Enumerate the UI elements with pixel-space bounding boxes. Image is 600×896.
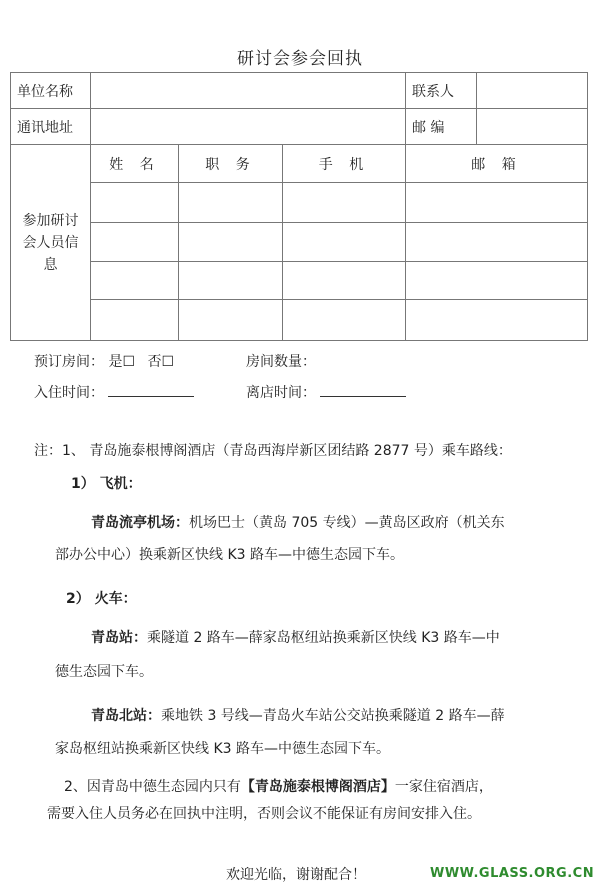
attendee-mobile-cell[interactable] — [283, 300, 406, 341]
attendee-name-cell[interactable] — [91, 223, 179, 262]
attendee-position-cell[interactable] — [179, 183, 283, 223]
attendee-label-line: 参加研讨 — [22, 212, 79, 229]
postcode-label: 邮 编 — [406, 109, 477, 145]
note-item-2-text: 2、因青岛中德生态园内只有 — [64, 779, 241, 795]
plane-route-line — [0, 513, 600, 533]
room-count-line — [246, 351, 316, 371]
website-watermark: WWW.GLASS.ORG.CN — [430, 866, 595, 881]
plane-heading: 1） 飞机： — [71, 476, 142, 492]
north-route-line: 家岛枢纽站换乘新区快线 K3 路车—中德生态园下车。 — [55, 741, 390, 757]
attendee-email-cell[interactable] — [406, 223, 588, 262]
column-header-name: 姓 名 — [91, 145, 179, 183]
checkin-line — [34, 382, 194, 402]
plane-airport-label: 青岛流亭机场： — [91, 515, 189, 531]
column-header-mobile: 手 机 — [283, 145, 406, 183]
attendee-mobile-cell[interactable] — [283, 262, 406, 300]
note-item-2-line2: 需要入住人员务必在回执中注明，否则会议不能保证有房间安排入住。 — [47, 806, 481, 822]
unit-name-label: 单位名称 — [11, 73, 91, 109]
contact-field[interactable] — [477, 73, 588, 109]
checkout-label: 离店时间： — [246, 385, 316, 401]
checkout-field[interactable] — [320, 384, 406, 397]
attendee-position-cell[interactable] — [179, 223, 283, 262]
address-field[interactable] — [91, 109, 406, 145]
north-route-text: 乘地铁 3 号线—青岛火车站公交站换乘隧道 2 路车—薛 — [161, 708, 505, 724]
train-heading: 2） 火车： — [66, 591, 137, 607]
checkin-label: 入住时间： — [34, 385, 104, 401]
room-count-label: 房间数量： — [246, 354, 316, 370]
table-row — [11, 262, 588, 300]
checkin-field[interactable] — [108, 384, 194, 397]
attendee-email-cell[interactable] — [406, 300, 588, 341]
train-route-text: 乘隧道 2 路车—薛家岛枢纽站换乘新区快线 K3 路车—中 — [147, 630, 500, 646]
reserve-yes-checkbox[interactable]: 是☐ — [108, 354, 136, 370]
note-item-2 — [0, 777, 600, 797]
plane-route-text: 机场巴士（黄岛 705 专线）—黄岛区政府（机关东 — [189, 515, 505, 531]
attendee-name-cell[interactable] — [91, 262, 179, 300]
attendee-label-line: 会人员信 — [22, 234, 79, 251]
plane-route-line: 部办公中心）换乘新区快线 K3 路车—中德生态园下车。 — [55, 547, 404, 563]
column-header-email: 邮 箱 — [406, 145, 588, 183]
north-route-line — [0, 706, 600, 726]
registration-table — [10, 72, 588, 341]
closing-text: 欢迎光临，谢谢配合！ — [226, 867, 366, 883]
attendee-mobile-cell[interactable] — [283, 223, 406, 262]
attendee-position-cell[interactable] — [179, 300, 283, 341]
hotel-name: 【青岛施泰根博阁酒店】 — [240, 779, 395, 795]
postcode-field[interactable] — [477, 109, 588, 145]
address-label: 通讯地址 — [11, 109, 91, 145]
table-row — [11, 223, 588, 262]
attendee-position-cell[interactable] — [179, 262, 283, 300]
contact-label: 联系人 — [406, 73, 477, 109]
train-route-line: 德生态园下车。 — [55, 664, 153, 680]
note-intro: 注：1、 青岛施泰根博阁酒店（青岛西海岸新区团结路 2877 号）乘车路线： — [34, 443, 512, 459]
attendee-name-cell[interactable] — [91, 183, 179, 223]
reserve-room-line — [34, 351, 174, 371]
attendee-email-cell[interactable] — [406, 183, 588, 223]
train-station-label: 青岛站： — [91, 630, 147, 646]
column-header-position: 职 务 — [179, 145, 283, 183]
reserve-room-label: 预订房间： — [34, 354, 104, 370]
unit-name-field[interactable] — [91, 73, 406, 109]
attendee-label-line: 息 — [43, 256, 58, 273]
reserve-no-checkbox[interactable]: 否☐ — [147, 354, 175, 370]
attendee-email-cell[interactable] — [406, 262, 588, 300]
table-row — [11, 183, 588, 223]
table-row — [11, 300, 588, 341]
attendee-name-cell[interactable] — [91, 300, 179, 341]
north-station-label: 青岛北站： — [91, 708, 161, 724]
checkout-line — [246, 382, 406, 402]
note-item-2-text: 一家住宿酒店， — [394, 779, 493, 795]
page-title: 研讨会参会回执 — [237, 49, 363, 69]
attendee-mobile-cell[interactable] — [283, 183, 406, 223]
train-route-line — [0, 628, 600, 648]
attendee-info-label — [11, 145, 91, 341]
